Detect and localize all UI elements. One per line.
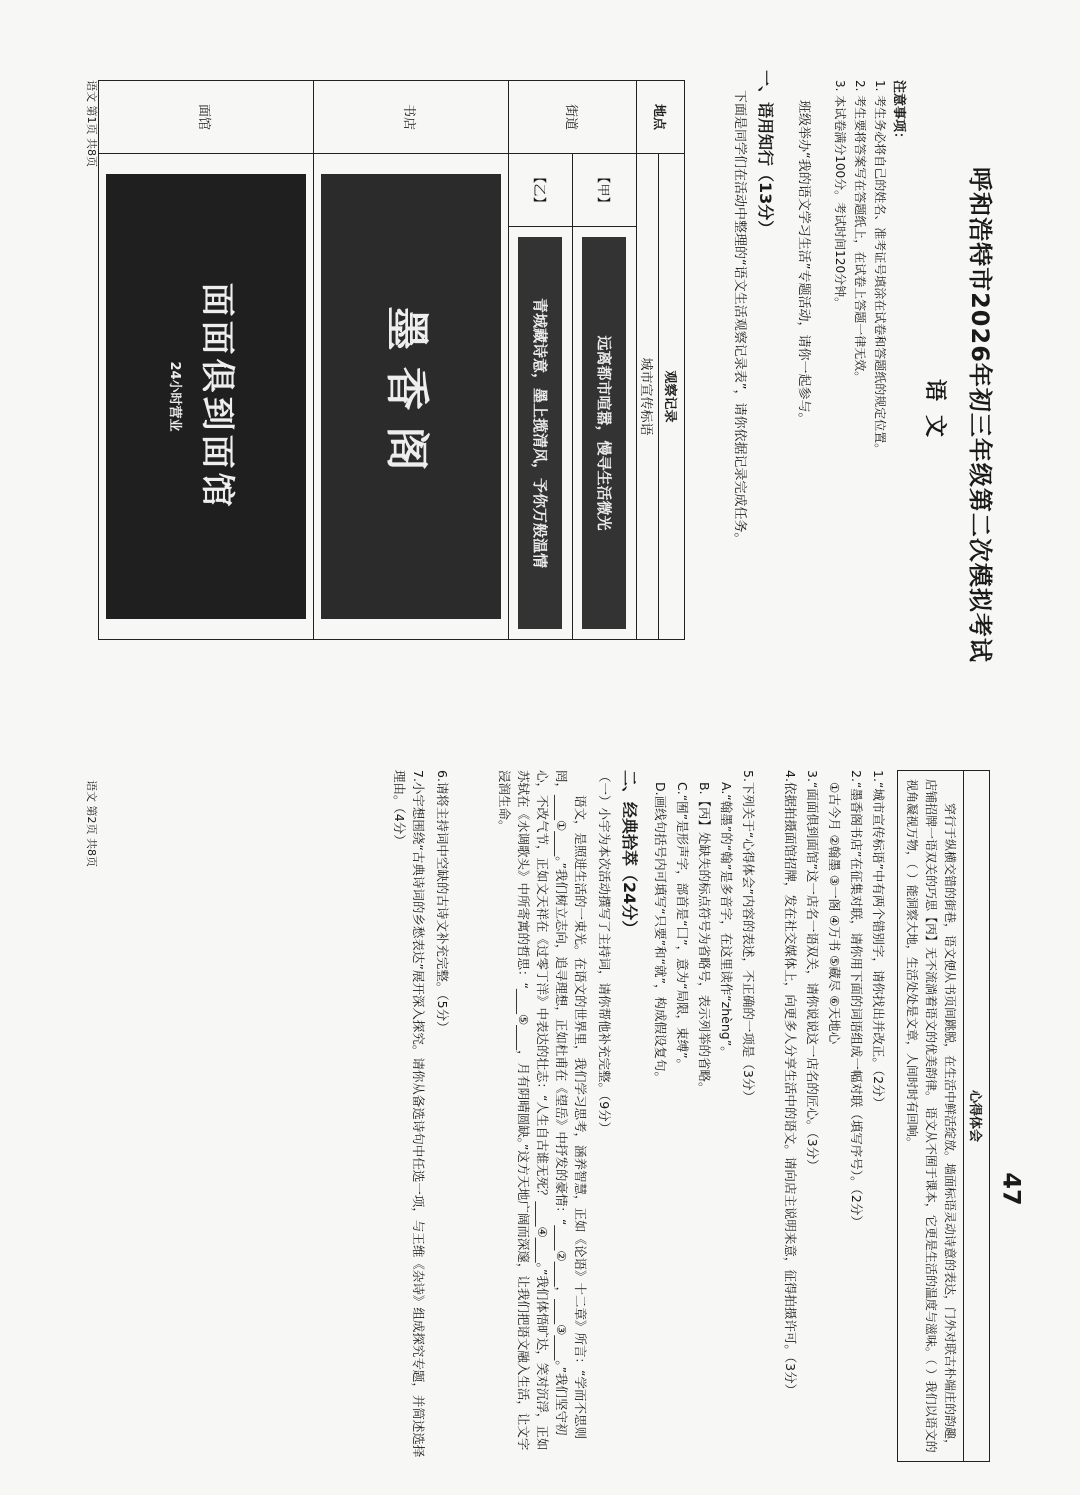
question-5-option-a: A.“翰墨”的“翰”是多音字，在这里读作“zhèng”。 [719, 782, 734, 1059]
exam-subject: 语文 [922, 378, 947, 451]
reflection-heading: 心得体会 [963, 771, 989, 1461]
question-3: 3.“面面俱到面馆”这一店名一语双关，请你说说这一店名的匠心。（3分） [805, 770, 820, 1172]
activity-intro: 班级举办“我的语文学习生活”专题活动，请你一起参与。 [796, 100, 811, 426]
exam-page-1 [80, 70, 1000, 760]
table-subheader: 城市宣传标语 [637, 154, 659, 640]
table-row-place: 街道 [509, 81, 637, 154]
question-7: 7.小宇想围绕“古典诗词的乡愁表达”展开深入探究。请你从备选诗句中任选一项，与王维《杂诗》组成探究专题，并简述选择理由。（4分） [392, 770, 426, 1458]
reflection-text: 穿行于纵横交错的街巷，语文便从书页间跳脱，在生活中鲜活绽放。墙面标语灵动诗意的表达，门外对联古朴端庄的韵趣，店铺招牌一语双关的巧思【丙】无不流淌着语文的优美韵律。 语文从不囿于课本，它更是生活的温度与滋味。（ ）我们以语文的视角凝视万物，（ ）能洞察大地，生活处处是文章，人间时时有回响。 [905, 779, 957, 1453]
exam-title: 呼和浩特市2026年初三年级第二次模拟考试 [966, 167, 994, 663]
host-script-text: 语文，是照进生活的一束光。在语文的世界里，我们学习思考，涵养智慧，正如《论语》十二章》所言：“学而不思则罔，____①____。”我们树立志向，追寻理想，正如杜甫在《望岳》中抒发的豪情：“____②____，____③____。”我们坚守初心，不改气节，正如文天祥在《过零丁洋》中表达的壮志：“人生自古谁无死？____④____。”我们体悟旷达，笑对沉浮，正如苏轼在《水调歌头》中所寄寓的哲思：“____⑤____，月有阴晴圆缺。”这方天地广阔而深邃，让我们把语文融入生活，让文字浸润生命。 [497, 770, 588, 1451]
question-4: 4.依据拍摄面馆招牌，发在社交媒体上，向更多人分享生活中的语文。请向店主说明来意，征得拍摄许可。（3分） [783, 770, 798, 1397]
exam-page-2 [80, 770, 1000, 1470]
question-5-option-b: B.【丙】处缺失的标点符号为省略号，表示列举的省略。 [697, 782, 712, 1095]
noodle-shop-hours: 24小时营业 [167, 361, 182, 432]
notice-item: 1. 考生务必将自己的姓名、准考证号填涂在试卷和答题纸的规定位置。 [873, 80, 887, 456]
noodle-shop-name: 面面俱到面馆 [197, 282, 237, 511]
question-5: 5.下列关于“心得体会”内容的表述，不正确的一项是（3分） [741, 770, 756, 1103]
page-footer: 语文 第2页 共8页 [85, 780, 98, 867]
section-2-heading: 二、经典拾萃（24分） [620, 770, 639, 937]
observation-table [98, 80, 685, 640]
reflection-box [897, 770, 990, 1462]
question-1: 1.“城市宣传标语”中有两个错别字，请你找出并改正。（2分） [871, 770, 886, 1110]
question-5-option-c: C.“囿”是形声字，部首是“囗”，意为“局限，束缚”。 [675, 782, 690, 1072]
slogan-photo-yi: 青城藏诗意，墨上揽清风，予你万般温情 [519, 237, 563, 629]
notice-item: 3. 本试卷满分100分。考试时间120分钟。 [833, 80, 847, 310]
question-2-options: ①古今月 ②翰墨 ③一阁 ④万书 ⑤藏尽 ⑥天地心 [827, 782, 842, 1045]
notice-item: 2. 考生要将答案写在答题纸上，在试卷上答题一律无效。 [853, 80, 867, 384]
section-1-heading: 一、语用知行（13分） [756, 70, 775, 237]
question-5-option-d: D.画线句括号内可填写“只要”和“就”，构成假设复句。 [653, 782, 668, 1085]
handwritten-mark: 47 [997, 1172, 1026, 1206]
question-2: 2.“墨香阁书店”在征集对联，请你用下面的词语组成一幅对联（填写序号）。（2分） [849, 770, 864, 1228]
subsection-1: （一）小宇为本次活动撰写了主持词，请你帮他补充完整。（9分） [597, 770, 612, 1135]
notice-heading: 注意事项： [891, 80, 906, 146]
item-label: 【乙】 [509, 154, 573, 227]
noodle-shop-sign-photo [106, 174, 306, 619]
table-row-place: 面馆 [99, 81, 314, 154]
section-1-intro: 下面是同学们在活动中整理的“语文生活观察记录表”，请你依据记录完成任务。 [732, 90, 747, 546]
question-6: 6.请将主持词中空缺的古诗文补充完整。（5分） [435, 770, 450, 1034]
page-footer: 语文 第1页 共8页 [85, 80, 98, 167]
bookstore-sign-photo: 墨香阁 [321, 174, 501, 619]
slogan-photo-jia: 远离都市喧嚣，慢寻生活微光 [583, 237, 627, 629]
item-label: 【甲】 [573, 154, 637, 227]
table-header-record: 观察记录 [659, 154, 685, 640]
table-header-place: 地点 [637, 81, 685, 154]
table-row-place: 书店 [314, 81, 509, 154]
